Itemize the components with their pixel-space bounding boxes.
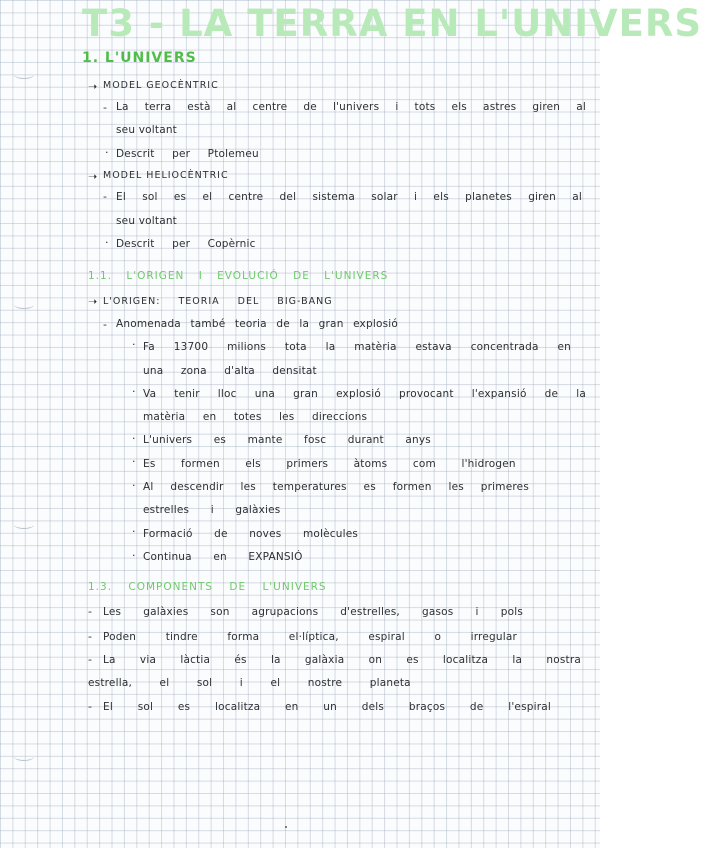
bigbang-line-5: L'univers es mante fosc durant anys (143, 434, 431, 446)
components-line-4: estrella, el sol i el nostre planeta (88, 677, 411, 689)
dot-bullet-icon: · (132, 455, 136, 468)
helio-line-1: El sol es el centre del sistema solar i els planetes giren al (116, 191, 582, 203)
section-heading-origen: 1.1. L'ORIGEN I EVOLUCIÓ DE L'UNIVERS (88, 270, 389, 282)
dot-bullet-icon: · (105, 146, 109, 159)
arrow-bullet-icon: ➝ (88, 170, 98, 183)
components-line-3: La via làctia és la galàxia on es localitza la nostra (103, 654, 581, 666)
bigbang-line-4: matèria en totes les direccions (143, 411, 368, 423)
dash-bullet-icon: - (103, 101, 107, 114)
binder-hole (14, 70, 34, 79)
arrow-bullet-icon: ➝ (88, 295, 98, 308)
dash-bullet-icon: - (103, 190, 107, 203)
section-heading-univers: 1. L'UNIVERS (82, 50, 197, 66)
components-line-2: Poden tindre forma el·líptica, espiral o irregular (103, 631, 517, 643)
bigbang-line-8: estrelles i galàxies (143, 504, 281, 516)
helio-line-2: seu voltant (116, 215, 178, 227)
bigbang-line-3: Va tenir lloc una gran explosió provocant l'expansió de la (143, 388, 586, 400)
model-heliocentric-title: MODEL HELIOCÈNTRIC (103, 170, 229, 181)
bigbang-line-1: Fa 13700 milions tota la matèria estava concentrada en (143, 341, 571, 353)
model-geocentric-title: MODEL GEOCÈNTRIC (103, 80, 219, 91)
page-title: T3 - LA TERRA EN L'UNIVERS (82, 2, 702, 45)
dot-bullet-icon: · (132, 549, 136, 562)
geo-line-2: seu voltant (116, 124, 178, 136)
helio-line-3: Descrit per Copèrnic (116, 238, 256, 250)
binder-hole (14, 300, 34, 309)
dash-bullet-icon: - (88, 700, 92, 713)
binder-hole (14, 520, 34, 529)
bigbang-line-10: Continua en EXPANSIÓ (143, 551, 303, 563)
dot-bullet-icon: · (132, 338, 136, 351)
components-line-5: El sol es localitza en un dels braços de l'espiral (103, 701, 551, 713)
arrow-bullet-icon: ➝ (88, 80, 98, 93)
page-dot (285, 826, 287, 828)
dash-bullet-icon: - (88, 653, 92, 666)
dash-bullet-icon: - (103, 318, 107, 331)
explosio-line: Anomenada també teoria de la gran explosió (116, 318, 398, 330)
dash-bullet-icon: - (88, 630, 92, 643)
geo-line-3: Descrit per Ptolemeu (116, 148, 259, 160)
dot-bullet-icon: · (132, 432, 136, 445)
dot-bullet-icon: · (105, 236, 109, 249)
bigbang-line-2: una zona d'alta densitat (143, 365, 317, 377)
dot-bullet-icon: · (132, 479, 136, 492)
binder-hole (14, 752, 34, 761)
geo-line-1: La terra està al centre de l'univers i tots els astres giren al (116, 101, 586, 113)
bigbang-line-9: Formació de noves molècules (143, 528, 359, 540)
bigbang-line-7: Al descendir les temperatures es formen les primeres (143, 481, 529, 493)
bigbang-line-6: Es formen els primers àtoms com l'hidrogen (143, 458, 516, 470)
dot-bullet-icon: · (132, 525, 136, 538)
dash-bullet-icon: - (88, 605, 92, 618)
section-heading-components: 1.3. COMPONENTS DE L'UNIVERS (88, 581, 327, 593)
big-bang-title: L'ORIGEN: TEORIA DEL BIG-BANG (103, 296, 333, 307)
components-line-1: Les galàxies son agrupacions d'estrelles, gasos i pols (103, 606, 523, 618)
dot-bullet-icon: · (132, 385, 136, 398)
